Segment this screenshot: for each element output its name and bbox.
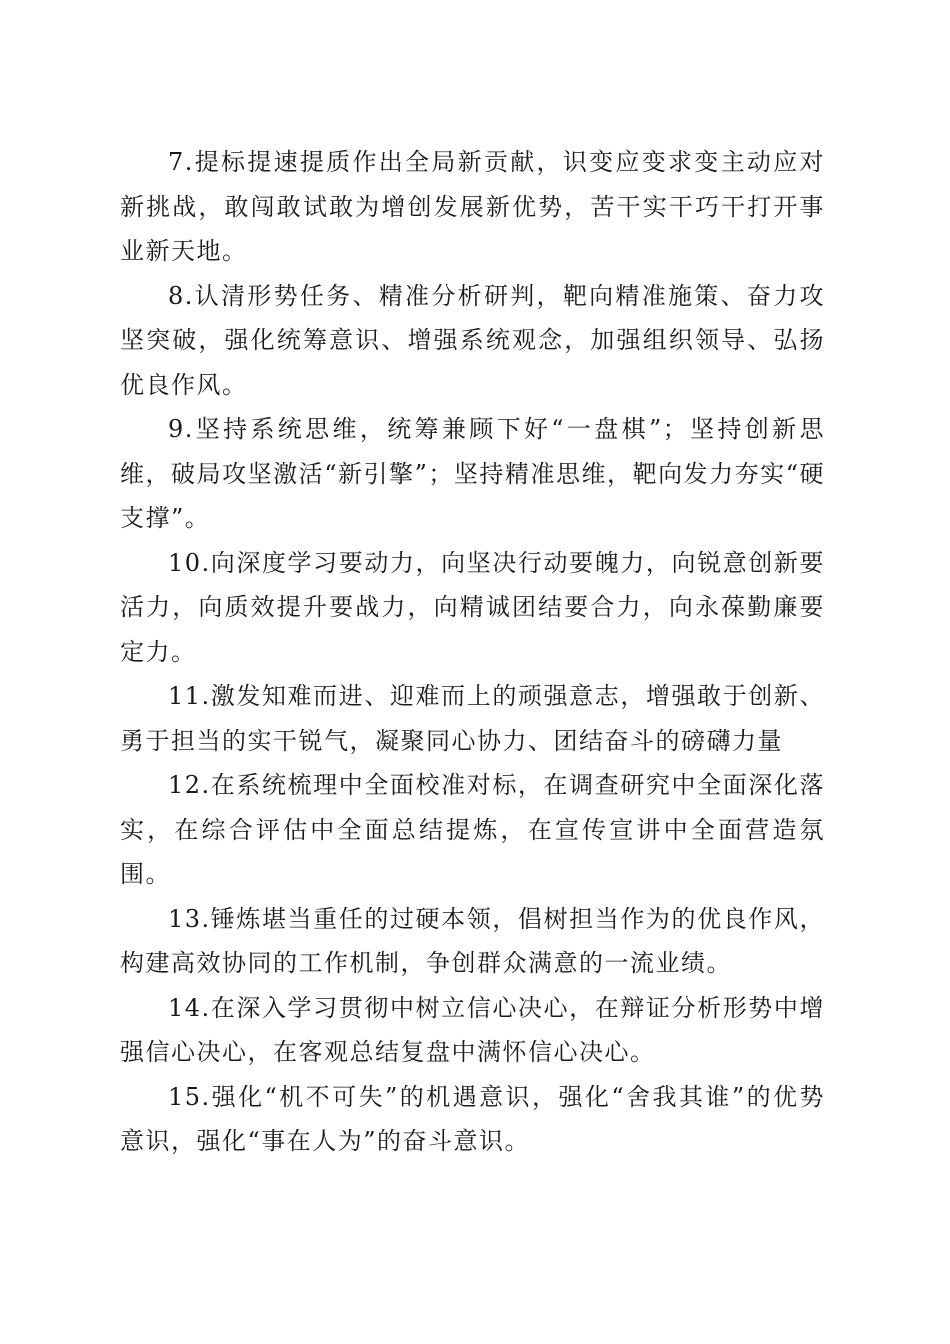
document-body xyxy=(120,140,825,1164)
paragraph-7: 7.提标提速提质作出全局新贡献，识变应变求变主动应对新挑战，敢闯敢试敢为增创发展新优势，苦干实干巧干打开事业新天地。 xyxy=(120,148,825,265)
paragraph-14: 14.在深入学习贯彻中树立信心决心，在辩证分析形势中增强信心决心，在客观总结复盘中满怀信心决心。 xyxy=(120,993,825,1066)
paragraph-8: 8.认清形势任务、精准分析研判，靶向精准施策、奋力攻坚突破，强化统筹意识、增强系统观念，加强组织领导、弘扬优良作风。 xyxy=(120,281,825,399)
paragraph-15: 15.强化“机不可失”的机遇意识，强化“舍我其谁”的优势意识，强化“事在人为”的奋斗意识。 xyxy=(120,1082,825,1155)
paragraph-12: 12.在系统梳理中全面校准对标，在调查研究中全面深化落实，在综合评估中全面总结提炼，在宣传宣讲中全面营造氛围。 xyxy=(120,771,825,888)
paragraph-10: 10.向深度学习要动力，向坚决行动要魄力，向锐意创新要活力，向质效提升要战力，向精诚团结要合力，向永葆勤廉要定力。 xyxy=(120,548,825,666)
paragraph-9: 9.坚持系统思维，统筹兼顾下好“一盘棋”；坚持创新思维，破局攻坚激活“新引擎”；坚持精准思维，靶向发力夯实“硬支撑”。 xyxy=(120,415,825,532)
paragraph-13: 13.锤炼堪当重任的过硬本领，倡树担当作为的优良作风，构建高效协同的工作机制，争创群众满意的一流业绩。 xyxy=(120,904,825,977)
paragraph-11: 11.激发知难而进、迎难而上的顽强意志，增强敢于创新、勇于担当的实干锐气，凝聚同心协力、团结奋斗的磅礴力量 xyxy=(120,682,825,755)
